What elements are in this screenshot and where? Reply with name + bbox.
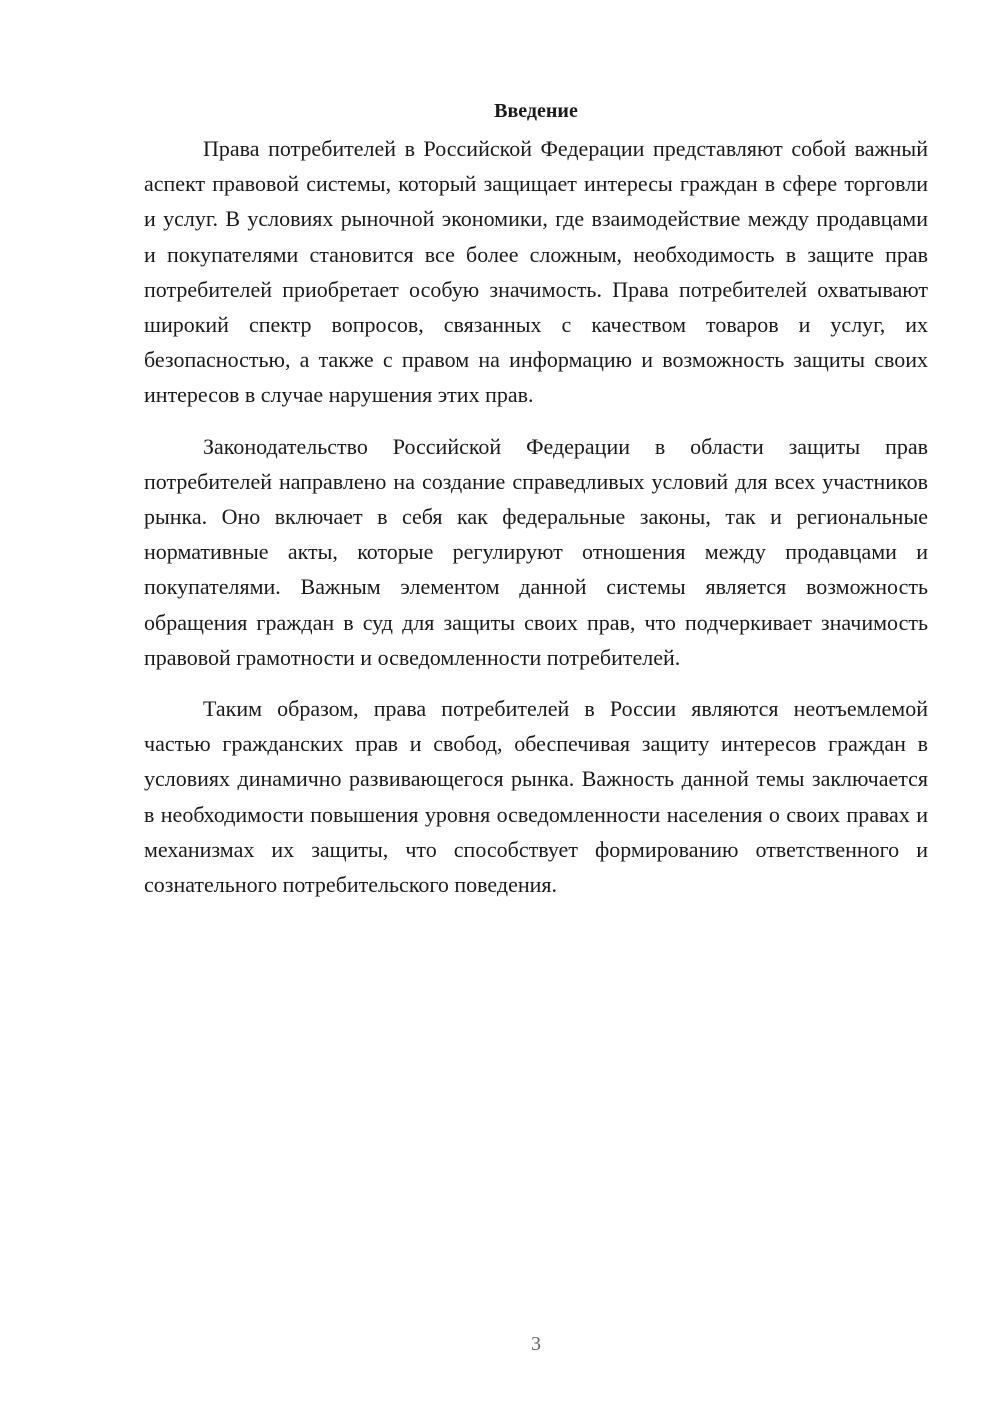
section-heading: Введение <box>494 100 578 122</box>
paragraph-1: Права потребителей в Российской Федерации представляют собой важный аспект правовой системы, который защищает интересы граждан в сфере торговли и услуг. В условиях рыночной экономики, где взаимодействие между продавцами и покупателями становится все более сложным, необходимость в защите прав потребителей приобретает особую значимость. Права потребителей охватывают широкий спектр вопросов, связанных с качеством товаров и услуг, их безопасностью, а также с правом на информацию и возможность защиты своих интересов в случае нарушения этих прав. <box>144 136 928 408</box>
page-content <box>144 97 928 918</box>
paragraph-2: Законодательство Российской Федерации в области защиты прав потребителей направлено на создание справедливых условий для всех участников рынка. Оно включает в себя как федеральные законы, так и региональные нормативные акты, которые регулируют отношения между продавцами и покупателями. Важным элементом данной системы является возможность обращения граждан в суд для защиты своих прав, что подчеркивает значимость правовой грамотности и осведомленности потребителей. <box>144 433 928 670</box>
paragraph-3: Таким образом, права потребителей в России являются неотъемлемой частью гражданских прав и свобод, обеспечивая защиту интересов граждан в условиях динамично развивающегося рынка. Важность данной темы заключается в необходимости повышения уровня осведомленности населения о своих правах и механизмах их защиты, что способствует формированию ответственного и сознательного потребительского поведения. <box>144 696 928 898</box>
page-number: 3 <box>531 1333 541 1355</box>
